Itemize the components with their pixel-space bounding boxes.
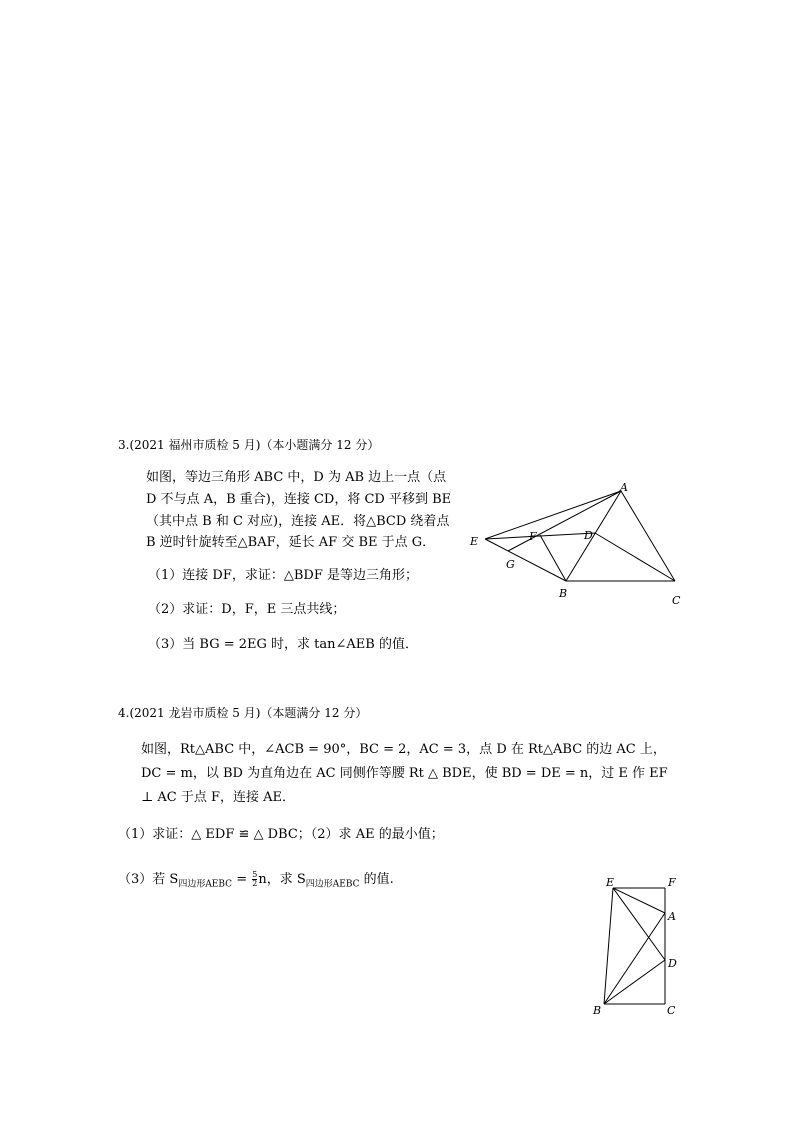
label-A: A <box>668 910 676 923</box>
problem3-stem-line3: （其中点 B 和 C 对应)，连接 AE．将△BCD 绕着点 <box>146 514 450 529</box>
label-C: C <box>672 594 681 607</box>
problem4-questions-1-2: （1）求证：△ EDF ≌ △ DBC；（2）求 AE 的最小值； <box>118 827 444 842</box>
q3-subscript-1: 四边形AEBC <box>178 879 233 890</box>
problem3-stem-line2: D 不与点 A，B 重合)，连接 CD，将 CD 平移到 BE <box>146 492 452 507</box>
q3-prefix: （3）若 S <box>118 872 179 887</box>
q3-middle: n，求 S <box>258 872 306 887</box>
label-B: B <box>593 1004 602 1017</box>
label-C: C <box>667 1004 676 1017</box>
segment-EA <box>613 888 665 913</box>
problem3-question2: （2）求证：D，F，E 三点共线； <box>148 602 346 617</box>
label-E: E <box>606 876 615 889</box>
problem3-heading: 3.(2021 福州市质检 5 月)（本小题满分 12 分） <box>118 438 380 452</box>
problem3-stem-line4: B 逆时针旋转至△BAF，延长 AF 交 BE 于点 G． <box>146 535 436 550</box>
label-F: F <box>668 876 676 889</box>
label-B: B <box>559 587 568 600</box>
q3-subscript-2: 四边形AEBC <box>305 879 360 890</box>
label-F: F <box>529 530 537 543</box>
problem3-question3: （3）当 BG = 2EG 时，求 tan∠AEB 的值． <box>148 637 418 652</box>
label-G: G <box>506 558 515 571</box>
segment-BA <box>604 913 665 1004</box>
label-E: E <box>470 535 479 548</box>
problem4-heading: 4.(2021 龙岩市质检 5 月)（本题满分 12 分） <box>118 706 368 720</box>
q3-equals: = <box>232 872 252 887</box>
label-D: D <box>668 957 677 970</box>
problem4-stem-line1: 如图，Rt△ABC 中，∠ACB = 90°，BC = 2，AC = 3，点 D 在 Rt△ABC 的边 AC 上， <box>141 742 666 757</box>
q3-fraction-denominator: 2 <box>252 879 258 888</box>
problem3-question1: （1）连接 DF，求证：△BDF 是等边三角形； <box>148 568 418 583</box>
problem3-stem-line1: 如图，等边三角形 ABC 中，D 为 AB 边上一点（点 <box>146 470 447 485</box>
problem4-stem-line3: ⊥ AC 于点 F，连接 AE． <box>141 790 295 805</box>
q3-fraction-numerator: 5 <box>252 870 258 879</box>
q3-suffix: 的值. <box>359 872 394 887</box>
label-A: A <box>620 481 628 494</box>
label-D: D <box>584 529 593 542</box>
segment-BD <box>604 960 665 1004</box>
segment-EB <box>604 888 613 1004</box>
problem4-stem-line2: DC = m，以 BD 为直角边在 AC 同侧作等腰 Rt △ BDE，使 BD = DE = n，过 E 作 EF <box>141 766 668 781</box>
